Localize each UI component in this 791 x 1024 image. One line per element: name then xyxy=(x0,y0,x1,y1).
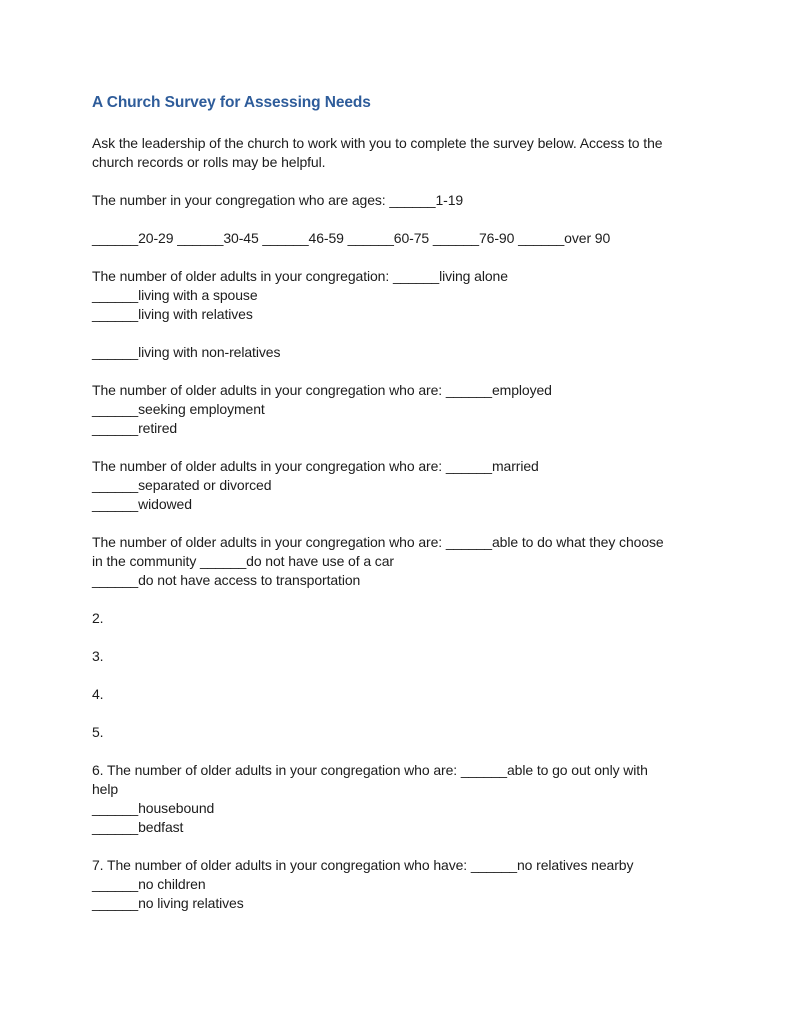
survey-line: The number of older adults in your congregation: ______living alone xyxy=(92,268,508,284)
survey-line: 4. xyxy=(92,686,104,702)
survey-line: 5. xyxy=(92,724,104,740)
survey-line: 6. The number of older adults in your congregation who are: ______able to go out only with xyxy=(92,762,648,778)
survey-line: in the community ______do not have use of a car xyxy=(92,553,394,569)
mobility-paragraph xyxy=(92,533,731,590)
living-non-relatives-paragraph xyxy=(92,343,731,362)
numbered-item-6-paragraph xyxy=(92,761,731,837)
survey-line: ______do not have access to transportation xyxy=(92,572,361,588)
marital-status-paragraph xyxy=(92,457,731,514)
survey-line: ______20-29 ______30-45 ______46-59 ______60-75 ______76-90 ______over 90 xyxy=(92,230,611,246)
survey-line: The number of older adults in your congregation who are: ______married xyxy=(92,458,539,474)
numbered-item-7-paragraph xyxy=(92,856,731,913)
survey-line: ______seeking employment xyxy=(92,401,265,417)
survey-line: 2. xyxy=(92,610,104,626)
survey-line: help xyxy=(92,781,119,797)
page-title: A Church Survey for Assessing Needs xyxy=(92,94,371,111)
intro-line: Ask the leadership of the church to work with you to complete the survey below. Access to the xyxy=(92,135,663,151)
survey-line: ______living with a spouse xyxy=(92,287,258,303)
survey-line: The number of older adults in your congregation who are: ______employed xyxy=(92,382,552,398)
living-situation-paragraph xyxy=(92,267,731,324)
survey-line: ______no children xyxy=(92,876,206,892)
survey-line: 7. The number of older adults in your congregation who have: ______no relatives nearby xyxy=(92,857,634,873)
survey-line: ______living with non-relatives xyxy=(92,344,281,360)
employment-paragraph xyxy=(92,381,731,438)
ages-ranges-paragraph xyxy=(92,229,731,248)
numbered-item-5 xyxy=(92,723,731,742)
numbered-item-4 xyxy=(92,685,731,704)
survey-line: 3. xyxy=(92,648,104,664)
survey-line: The number of older adults in your congregation who are: ______able to do what they choose xyxy=(92,534,664,550)
survey-line: ______bedfast xyxy=(92,819,184,835)
survey-line: ______living with relatives xyxy=(92,306,253,322)
intro-line: church records or rolls may be helpful. xyxy=(92,154,326,170)
numbered-item-3 xyxy=(92,647,731,666)
survey-line: ______housebound xyxy=(92,800,215,816)
numbered-item-2 xyxy=(92,609,731,628)
survey-line: ______retired xyxy=(92,420,178,436)
survey-line: ______no living relatives xyxy=(92,895,244,911)
intro-paragraph xyxy=(92,134,731,172)
ages-question-paragraph xyxy=(92,191,731,210)
survey-line: ______widowed xyxy=(92,496,192,512)
survey-line: The number in your congregation who are ages: ______1-19 xyxy=(92,192,464,208)
survey-line: ______separated or divorced xyxy=(92,477,272,493)
